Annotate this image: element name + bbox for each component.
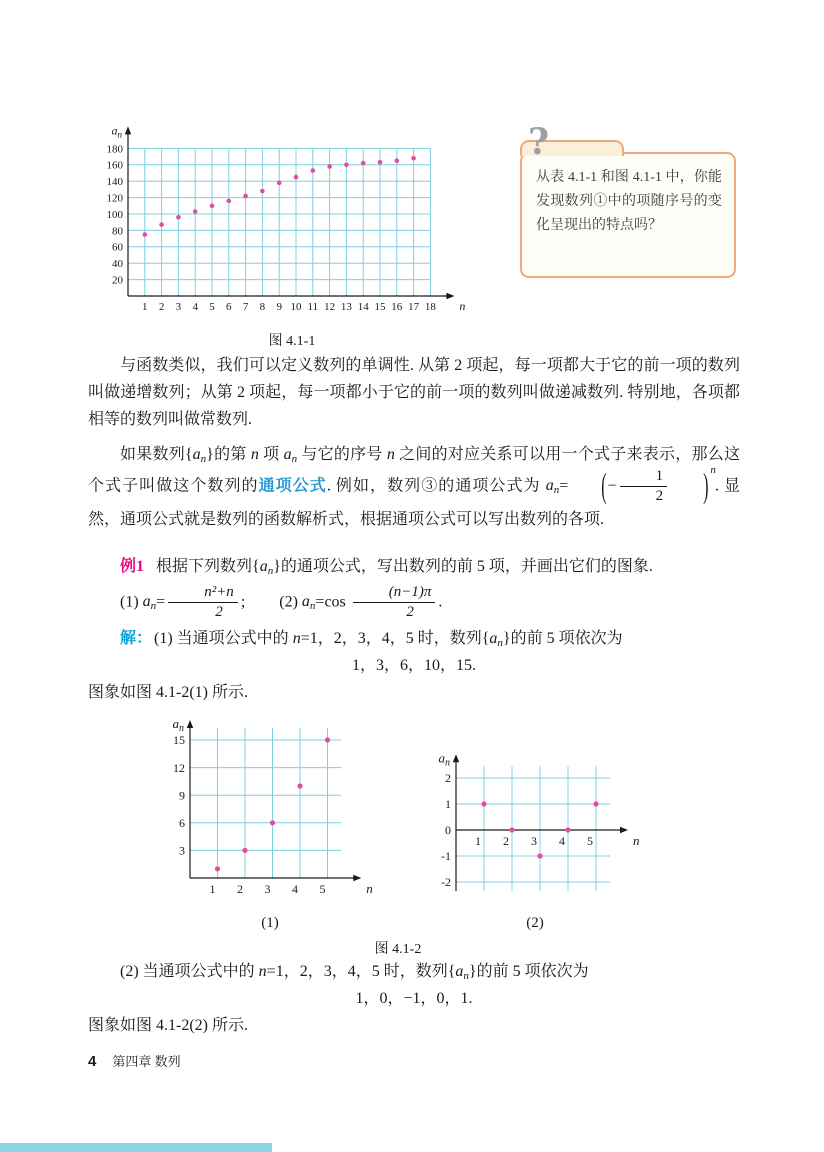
svg-text:5: 5 — [209, 301, 215, 313]
svg-text:12: 12 — [324, 301, 336, 313]
data-point — [378, 160, 383, 165]
data-point — [361, 161, 366, 166]
svg-text:n: n — [366, 881, 373, 896]
page-footer — [88, 1051, 181, 1070]
data-point — [159, 222, 164, 227]
paragraph-monotonic-sequences: 与函数类似，我们可以定义数列的单调性. 从第 2 项起，每一项都大于它的前一项的数列叫做递增数列；从第 2 项起，每一项都小于它的前一项的数列叫做递减数列. 特别地，各项都相等的数列叫做常数列. — [88, 357, 740, 428]
svg-text:60: 60 — [112, 241, 123, 254]
svg-text:an: $a_n$ — [172, 716, 184, 735]
svg-text:6: 6 — [226, 301, 232, 313]
svg-text:11: 11 — [307, 301, 319, 313]
sequence-2-terms: 1，0，−1，0，1. — [355, 990, 473, 1007]
think-box — [520, 121, 736, 278]
svg-text:an: $a_n$ — [438, 750, 450, 769]
sequence-1-terms: 1，3，6，10，15. — [351, 657, 476, 674]
figure-reference-2: 图象如图 4.1-2(2) 所示. — [88, 1017, 248, 1034]
svg-text:12: 12 — [173, 760, 185, 775]
svg-text:an: $a_n$ — [111, 123, 122, 140]
svg-text:1: 1 — [209, 882, 216, 896]
main-text-lower — [88, 958, 740, 1039]
svg-text:2: 2 — [158, 301, 165, 313]
question-mark-icon: ? — [528, 121, 550, 163]
data-point — [243, 194, 248, 199]
svg-text:4: 4 — [559, 834, 565, 848]
data-point — [593, 801, 598, 806]
svg-text:2: 2 — [237, 882, 243, 896]
main-text-upper — [88, 352, 740, 706]
svg-text:3: 3 — [175, 301, 182, 313]
svg-text:n: n — [459, 299, 466, 313]
svg-text:5: 5 — [587, 834, 593, 848]
figure-4-1-2 — [88, 712, 748, 932]
data-point — [311, 168, 316, 173]
data-point — [537, 853, 542, 858]
paragraph-general-term-formula: 如果数列$\{a_n\}$的第 n 项 $a_n$ 与它的序号 n 之间的对应关系可以用一个式子来表示，那么这个式子叫做这个数列的通项公式. 例如，数列③的通项公式为 $a_n=$ (− $\frac{1}{2}$ ) $^n$. 显然，通项公式就是数列的函数解析式，根据通项公式可以写出数列的各项. — [88, 446, 740, 528]
think-box-text: 从表 4.1-1 和图 4.1-1 中，你能发现数列①中的项随序号的变化呈现出的特点吗？ — [536, 170, 722, 233]
chart-fig4121-svg — [164, 712, 376, 910]
data-point — [143, 232, 148, 237]
svg-text:0: 0 — [445, 823, 451, 838]
svg-text:80: 80 — [112, 225, 123, 238]
data-point — [193, 209, 198, 214]
svg-text:4: 4 — [192, 301, 198, 313]
svg-text:9: 9 — [276, 301, 282, 313]
data-point — [325, 737, 330, 742]
svg-text:3: 3 — [264, 882, 271, 896]
figure-4-1-1-caption: 图 4.1-1 — [268, 334, 316, 349]
svg-text:40: 40 — [112, 258, 123, 271]
svg-text:-1: -1 — [441, 849, 451, 864]
data-point — [242, 848, 247, 853]
chart-fig411-svg — [92, 112, 492, 328]
figure-4-1-1 — [92, 112, 492, 350]
svg-text:-2: -2 — [441, 875, 451, 890]
subfigure-1-label: (1) — [261, 915, 279, 931]
svg-text:13: 13 — [340, 301, 352, 313]
figure-4-1-2-caption: 图 4.1-2 — [374, 942, 422, 957]
svg-text:6: 6 — [179, 816, 185, 830]
svg-text:4: 4 — [292, 882, 298, 896]
solution-step-1: 解： (1) 当通项公式中的 n=1，2，3，4，5 时，数列$\{a_n\}$的前 5 项依次为 — [120, 630, 623, 649]
svg-text:n: n — [633, 833, 640, 848]
svg-text:20: 20 — [112, 274, 123, 287]
data-point — [277, 181, 282, 186]
svg-text:3: 3 — [531, 834, 537, 848]
chapter-title: 第四章 数列 — [112, 1054, 181, 1069]
example-1-statement: 例1 根据下列数列$\{a_n\}$的通项公式，写出数列的前 5 项，并画出它们的图象. — [120, 557, 653, 577]
svg-text:7: 7 — [242, 301, 249, 313]
data-point — [297, 783, 302, 788]
data-point — [294, 175, 299, 180]
example-1-formulas: (1) $a_n=$ $\frac{\text{n²+n}}{2}$ ; (2) $a_n=\cos$ $\frac{(n-1)\pi}{2}$ . — [120, 583, 443, 620]
data-point — [565, 827, 570, 832]
solution-step-2: (2) 当通项公式中的 n=1，2，3，4，5 时，数列$\{a_n\}$的前 5 项依次为 — [120, 963, 589, 982]
svg-text:15: 15 — [173, 733, 185, 748]
bottom-decoration-bar — [0, 1143, 272, 1152]
svg-text:1: 1 — [445, 797, 451, 812]
svg-text:3: 3 — [179, 843, 185, 858]
data-point — [395, 158, 400, 163]
svg-text:160: 160 — [106, 159, 123, 172]
svg-text:17: 17 — [408, 301, 420, 313]
height-sequence-chart — [92, 112, 492, 328]
svg-text:1: 1 — [142, 301, 148, 313]
data-point — [270, 820, 275, 825]
svg-text:9: 9 — [179, 788, 185, 803]
data-point — [481, 801, 486, 806]
svg-text:14: 14 — [357, 301, 369, 313]
svg-text:2: 2 — [503, 834, 509, 848]
svg-text:100: 100 — [106, 208, 123, 221]
svg-text:180: 180 — [106, 143, 123, 156]
svg-text:15: 15 — [374, 301, 386, 313]
svg-text:5: 5 — [319, 882, 326, 896]
svg-text:10: 10 — [290, 301, 302, 313]
triangular-number-chart — [164, 712, 376, 910]
svg-text:140: 140 — [106, 176, 123, 189]
svg-text:2: 2 — [445, 771, 451, 786]
figure-4-1-2-sub1 — [164, 712, 376, 932]
figure-reference-1: 图象如图 4.1-2(1) 所示. — [88, 684, 248, 701]
cosine-sequence-chart — [426, 742, 644, 910]
data-point — [227, 199, 232, 204]
svg-text:8: 8 — [259, 301, 266, 313]
data-point — [215, 866, 220, 871]
data-point — [260, 189, 265, 194]
chart-fig4122-svg — [426, 742, 644, 910]
svg-text:16: 16 — [391, 301, 403, 313]
data-point — [411, 156, 416, 161]
svg-text:18: 18 — [424, 301, 436, 313]
data-point — [327, 164, 332, 169]
figure-4-1-2-sub2 — [426, 742, 644, 932]
svg-text:1: 1 — [475, 834, 481, 848]
data-point — [176, 215, 181, 220]
data-point — [210, 204, 215, 209]
data-point — [509, 827, 514, 832]
svg-text:120: 120 — [106, 192, 123, 205]
subfigure-2-label: (2) — [526, 915, 544, 931]
data-point — [344, 163, 349, 168]
page-number: 4 — [88, 1053, 97, 1070]
